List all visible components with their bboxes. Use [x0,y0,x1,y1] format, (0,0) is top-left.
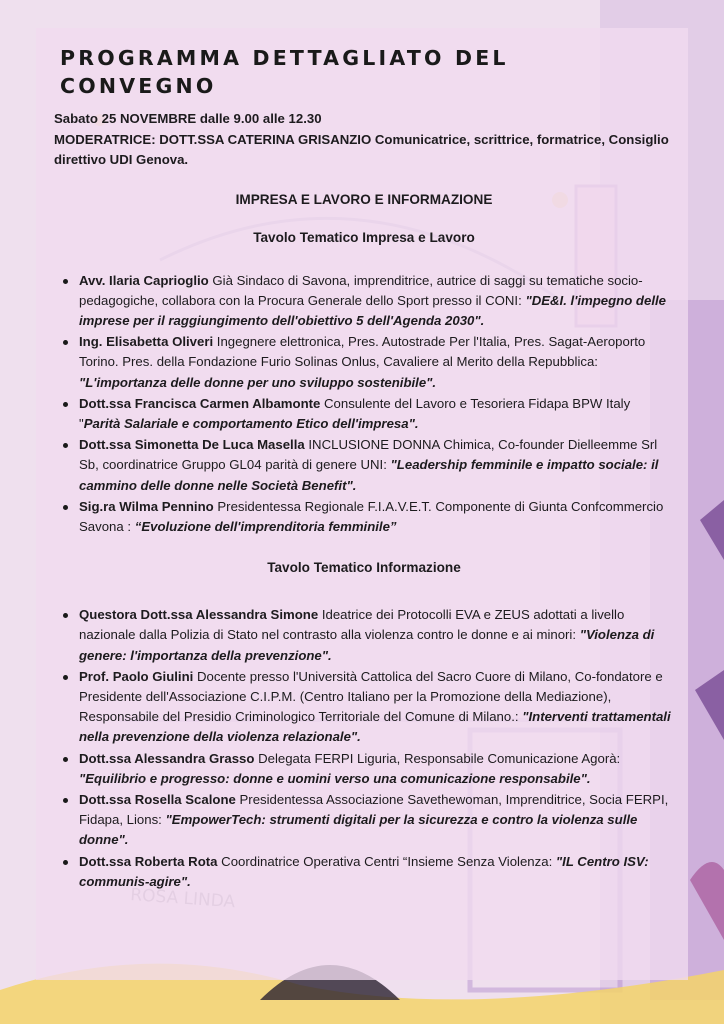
speaker-item [54,435,674,496]
speaker-item [54,332,674,393]
speaker-name: Dott.ssa Rosella Scalone [79,791,236,807]
section-heading: IMPRESA E LAVORO E INFORMAZIONE [235,191,493,207]
speaker-name: Sig.ra Wilma Pennino [79,498,214,514]
speaker-name: Prof. Paolo Giulini [79,668,194,684]
speaker-name: Avv. Ilaria Caprioglio [79,272,209,288]
talk-title: "EmpowerTech: strumenti digitali per la sicurezza e contro la violenza sulle donne". [79,812,638,848]
talk-title: "Equilibrio e progresso: donne e uomini verso una comunicazione responsabile". [79,770,591,786]
table2-title: Tavolo Tematico Informazione [267,560,461,576]
speaker-item [54,497,674,537]
table1-title: Tavolo Tematico Impresa e Lavoro [253,229,475,245]
speaker-name: Dott.ssa Alessandra Grasso [79,750,255,766]
talk-title: "L'importanza delle donne per uno sviluppo sostenibile". [79,374,437,390]
speaker-description: Ideatrice dei Protocolli EVA e ZEUS adottati a livello nazionale dalla Polizia di Stato nel contrasto alla violenza contro le donne e ai minori: [79,607,625,643]
speaker-name: Questora Dott.ssa Alessandra Simone [79,607,319,623]
speaker-name: Ing. Elisabetta Oliveri [79,334,214,350]
moderator-line: MODERATRICE: DOTT.SSA CATERINA GRISANZIO Comunicatrice, scrittrice, formatrice, Consiglio direttivo UDI Genova. [54,131,669,167]
table2-speakers [54,605,674,892]
speaker-item [54,667,674,748]
speaker-description: Docente presso l'Università Cattolica del Sacro Cuore di Milano, Co-fondatore e Presidente dell'Associazione C.I.P.M. (Centro Italiano per la Promozione della Mediazione), Responsabile del Presidio Criminologico Territoriale del Comune di Milano.: [79,668,663,725]
speaker-description: Delegata FERPI Liguria, Responsabile Comunicazione Agorà: [254,750,621,766]
speaker-name: Dott.ssa Simonetta De Luca Masella [79,437,305,453]
speaker-name: Dott.ssa Francisca Carmen Albamonte [79,395,321,411]
speaker-description: Coordinatrice Operativa Centri “Insieme Senza Violenza: [217,853,556,869]
speaker-description: INCLUSIONE DONNA Chimica, Co-founder Dielleemme Srl Sb, coordinatrice Gruppo GL04 parità di genere UNI: [79,437,658,473]
talk-title: "Leadership femminile e impatto sociale: il cammino delle donne nelle Società Benefit". [79,457,659,493]
talk-title: "IL Centro ISV: communis-agire". [79,853,649,889]
speaker-item [54,749,674,789]
speaker-name: Dott.ssa Roberta Rota [79,853,218,869]
speaker-description: Ingegnere elettronica, Pres. Autostrade Per l'Italia, Pres. Sagat-Aeroporto Torino. Pres. della Fondazione Furio Solinas Onlus, Cavaliere al Merito della Repubblica: [79,334,646,370]
event-intro [54,109,674,171]
speaker-item [54,394,674,434]
talk-title: “Evoluzione dell'imprenditoria femminile” [134,518,397,534]
program-content [54,44,674,893]
speaker-description: Consulente del Lavoro e Tesoriera Fidapa BPW Italy " [79,395,631,431]
speaker-item [54,790,674,851]
speaker-description: Presidentessa Regionale F.I.A.V.E.T. Componente di Giunta Confcommercio Savona : [79,498,664,534]
speaker-description: Presidentessa Associazione Savethewoman, Imprenditrice, Socia FERPI, Fidapa, Lions: [79,791,669,828]
page-title: PROGRAMMA DETTAGLIATO DEL CONVEGNO [60,46,509,98]
talk-title: "DE&I. l'impegno delle imprese per il raggiungimento dell'obiettivo 5 dell'Agenda 2030". [79,292,666,328]
table1-speakers [54,271,674,538]
talk-title: "Violenza di genere: l'importanza della prevenzione". [79,627,655,663]
speaker-item [54,271,674,332]
speaker-description: Già Sindaco di Savona, imprenditrice, autrice di saggi su tematiche socio-pedagogiche, collabora con la Procura Generale dello Sport presso il CONI: [79,272,643,308]
event-date: Sabato 25 NOVEMBRE dalle 9.00 alle 12.30 [54,111,322,126]
speaker-item [54,605,674,666]
talk-title: Parità Salariale e comportamento Etico dell'impresa". [83,415,419,431]
talk-title: "Interventi trattamentali nella prevenzione della violenza relazionale". [79,709,671,745]
speaker-item [54,852,674,892]
